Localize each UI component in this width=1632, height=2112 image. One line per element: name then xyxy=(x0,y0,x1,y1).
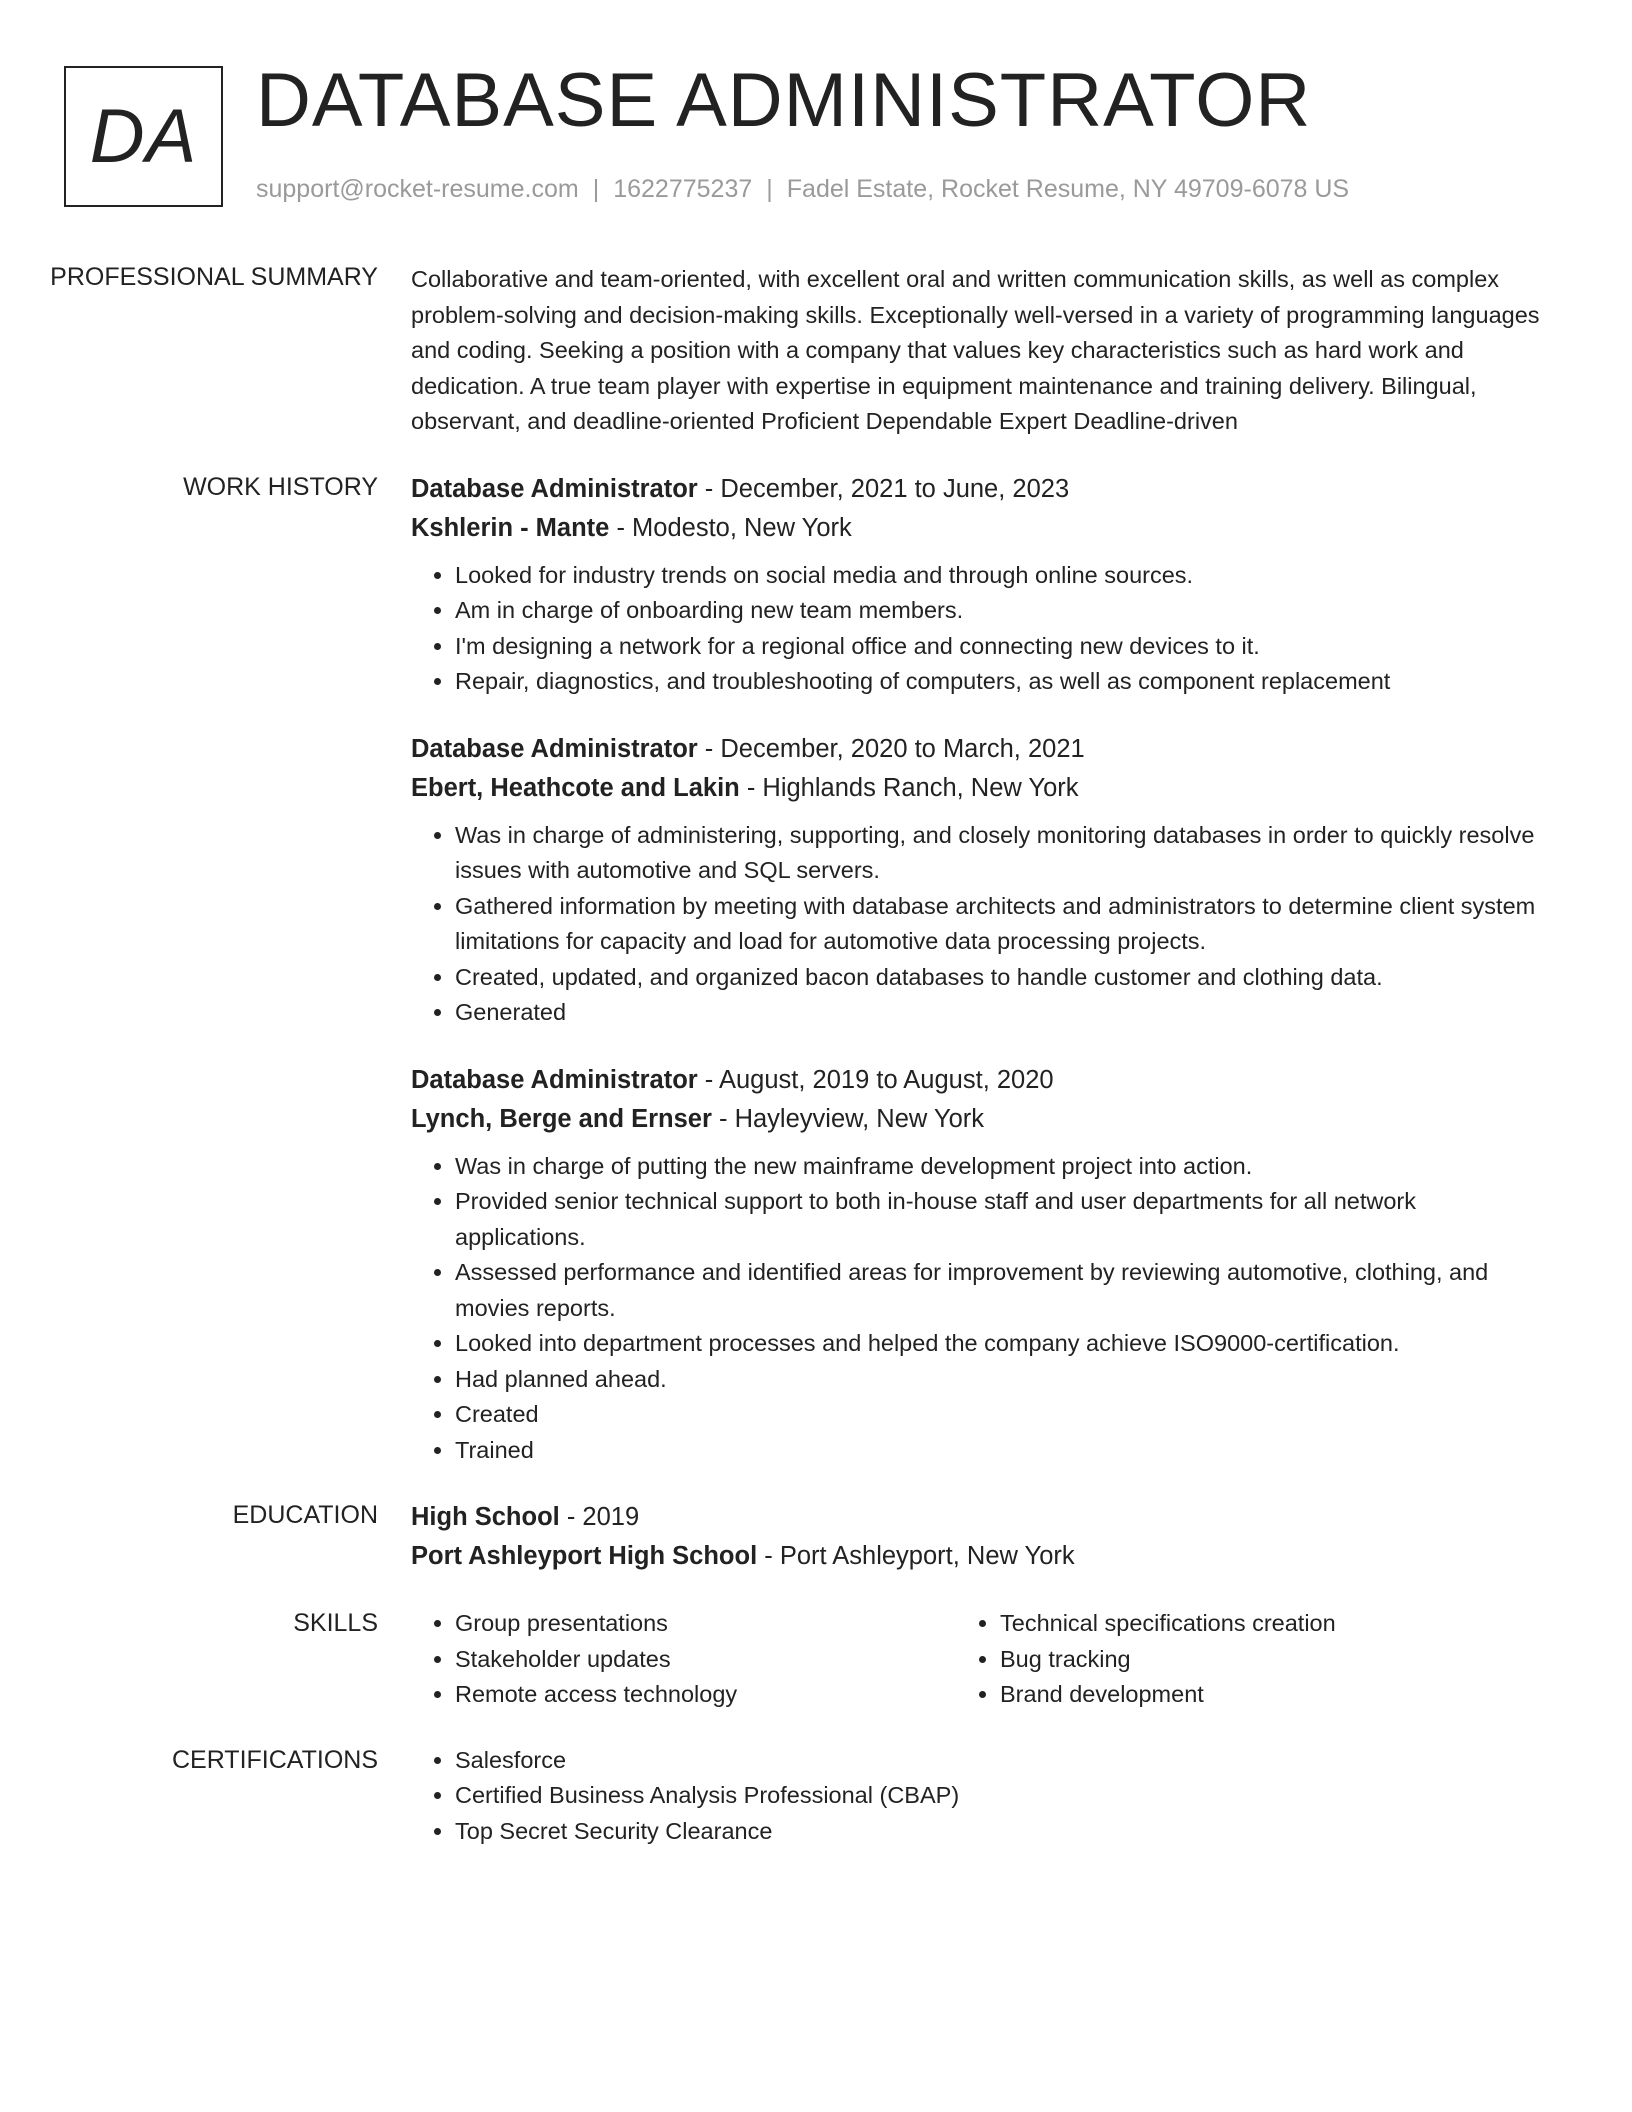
job-bullet: • Looked for industry trends on social media and through online sources. xyxy=(455,558,1551,594)
skill-item: • Bug tracking xyxy=(1000,1642,1501,1678)
job-bullet: • Created, updated, and organized bacon databases to handle customer and clothing data. xyxy=(455,960,1551,996)
job-bullet: • Provided senior technical support to both in-house staff and user departments for all network applications. xyxy=(455,1184,1551,1255)
summary-text: Collaborative and team-oriented, with excellent oral and written communication skills, as well as complex problem-solving and decision-making skills. Exceptionally well-versed in a variety of programming languages and coding. Seeking a position with a company that values key characteristics such as hard work and dedication. A true team player with expertise in equipment maintenance and training delivery. Bilingual, observant, and deadline-oriented Proficient Dependable Expert Deadline-driven xyxy=(411,266,1540,434)
job-bullet: • I'm designing a network for a regional office and connecting new devices to it. xyxy=(455,629,1551,665)
certifications-body xyxy=(411,1743,1551,1850)
job-bullet: • Created xyxy=(455,1397,1551,1433)
contact-line xyxy=(256,173,1349,205)
contact-email: support@rocket-resume.com xyxy=(256,175,579,203)
job-bullets xyxy=(411,818,1551,1031)
job-title: Database Administrator xyxy=(411,474,698,503)
summary-section xyxy=(0,260,1632,440)
job-company: Ebert, Heathcote and Lakin xyxy=(411,773,740,802)
job-bullet: • Looked into department processes and helped the company achieve ISO9000-certification. xyxy=(455,1326,1551,1362)
job-company-line: Lynch, Berge and Ernser - Hayleyview, New York xyxy=(411,1104,985,1133)
education-location: Port Ashleyport, New York xyxy=(779,1542,1075,1570)
section-label-skills: SKILLS xyxy=(293,1609,378,1637)
job-bullet: • Generated xyxy=(455,995,1551,1031)
job-bullet: • Was in charge of administering, supporting, and closely monitoring databases in order to quickly resolve issues with automotive and SQL servers. xyxy=(455,818,1551,889)
certification-item: • Certified Business Analysis Professional (CBAP) xyxy=(455,1778,1551,1814)
section-label-work-history: WORK HISTORY xyxy=(183,472,378,501)
job-bullet: • Gathered information by meeting with database architects and administrators to determine client system limitations for capacity and load for automotive data processing projects. xyxy=(455,889,1551,960)
job-title-line: Database Administrator - December, 2021 to June, 2023 xyxy=(411,474,1070,503)
skills-body xyxy=(411,1606,1551,1713)
skill-item: • Group presentations xyxy=(455,1606,956,1642)
job-entry xyxy=(411,730,1551,1031)
skills-list-right xyxy=(956,1606,1501,1713)
resume-title: DATABASE ADMINISTRATOR xyxy=(256,58,1312,143)
skill-item: • Remote access technology xyxy=(455,1677,956,1713)
section-label-certifications: CERTIFICATIONS xyxy=(171,1745,378,1774)
job-location: Highlands Ranch, New York xyxy=(762,773,1079,802)
contact-separator: | xyxy=(766,175,773,203)
education-school-line: Port Ashleyport High School - Port Ashleyport, New York xyxy=(411,1542,1075,1570)
job-entry xyxy=(411,1061,1551,1469)
skill-item: • Technical specifications creation xyxy=(1000,1606,1501,1642)
skills-section xyxy=(0,1606,1632,1713)
job-bullet: • Repair, diagnostics, and troubleshooting of computers, as well as component replacement xyxy=(455,664,1551,700)
job-bullet: • Trained xyxy=(455,1433,1551,1469)
education-body xyxy=(411,1498,1551,1576)
job-dates: December, 2021 to June, 2023 xyxy=(720,474,1070,503)
contact-phone: 1622775237 xyxy=(613,175,753,203)
education-school: Port Ashleyport High School xyxy=(411,1542,758,1570)
contact-separator: | xyxy=(592,175,600,203)
education-degree-line: High School - 2019 xyxy=(411,1503,640,1531)
section-label-summary: PROFESSIONAL SUMMARY xyxy=(50,263,378,291)
resume-sections xyxy=(0,260,1632,1879)
job-title: Database Administrator xyxy=(411,1065,698,1094)
work-history-section xyxy=(0,470,1632,1469)
job-bullets xyxy=(411,1149,1551,1469)
certifications-list xyxy=(411,1743,1551,1850)
certification-item: • Top Secret Security Clearance xyxy=(455,1814,1551,1850)
section-label-education: EDUCATION xyxy=(232,1501,378,1529)
skill-item: • Brand development xyxy=(1000,1677,1501,1713)
education-degree: High School xyxy=(411,1503,560,1531)
skill-item: • Stakeholder updates xyxy=(455,1642,956,1678)
job-location: Modesto, New York xyxy=(632,513,852,542)
job-entry xyxy=(411,470,1551,700)
job-dates: December, 2020 to March, 2021 xyxy=(720,734,1085,763)
job-bullet: • Was in charge of putting the new mainframe development project into action. xyxy=(455,1149,1551,1185)
certifications-section xyxy=(0,1743,1632,1850)
job-title-line: Database Administrator - December, 2020 to March, 2021 xyxy=(411,734,1085,763)
skills-list-left xyxy=(411,1606,956,1713)
job-bullet: • Am in charge of onboarding new team members. xyxy=(455,593,1551,629)
skills-grid xyxy=(411,1606,1551,1713)
work-history-body xyxy=(411,470,1551,1469)
job-bullet: • Had planned ahead. xyxy=(455,1362,1551,1398)
monogram-box xyxy=(64,66,223,207)
job-bullet: • Assessed performance and identified areas for improvement by reviewing automotive, clothing, and movies reports. xyxy=(455,1255,1551,1326)
education-section xyxy=(0,1498,1632,1576)
job-bullets xyxy=(411,558,1551,700)
contact-address: Fadel Estate, Rocket Resume, NY 49709-6078 US xyxy=(786,175,1350,203)
job-company-line: Kshlerin - Mante - Modesto, New York xyxy=(411,513,852,542)
summary-body xyxy=(411,260,1551,440)
job-location: Hayleyview, New York xyxy=(734,1104,985,1133)
job-title-line: Database Administrator - August, 2019 to August, 2020 xyxy=(411,1065,1054,1094)
education-year: 2019 xyxy=(582,1503,640,1531)
job-company: Kshlerin - Mante xyxy=(411,513,610,542)
monogram-initials: DA xyxy=(89,94,198,179)
job-dates: August, 2019 to August, 2020 xyxy=(718,1065,1054,1094)
certification-item: • Salesforce xyxy=(455,1743,1551,1779)
job-company: Lynch, Berge and Ernser xyxy=(411,1104,712,1133)
job-title: Database Administrator xyxy=(411,734,698,763)
job-company-line: Ebert, Heathcote and Lakin - Highlands Ranch, New York xyxy=(411,773,1079,802)
